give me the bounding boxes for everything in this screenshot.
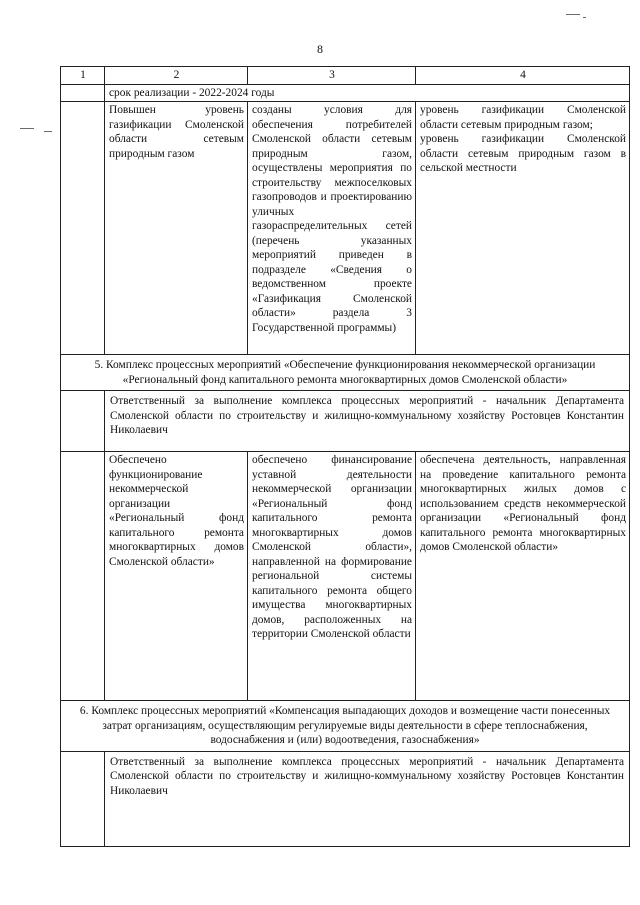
term-text: срок реализации - 2022-2024 годы xyxy=(105,84,630,102)
section6-responsible-row xyxy=(61,751,630,846)
section5-indicator: обеспечена деятельность, направленная на проведение капитального ремонта многоквартирных жилых домов с использованием средств некоммерческой организации «Региональный фонд капитального ремонта многоквартирных домов Смоленской области» xyxy=(416,452,630,701)
column-number-3: 3 xyxy=(248,67,416,85)
page-number: 8 xyxy=(317,42,323,56)
section6-title: 6. Комплекс процессных мероприятий «Компенсация выпадающих доходов и возмещение части понесенных затрат организациям, осуществляющим регулируемые виды деятельности в сфере теплоснабжения, водоснабжения и (или) водоотведения, газоснабжения» xyxy=(61,701,630,752)
gas-effect: созданы условия для обеспечения потребителей Смоленской области сетевым природным газом, осуществлены мероприятия по строительству межпоселковых газопроводов и проектированию уличных газораспределительных сетей (перечень указанных мероприятий приведен в подразделе «Сведения о ведомственном проекте «Газификация Смоленской области» раздела 3 Государственной программы) xyxy=(248,102,416,355)
gas-row xyxy=(61,102,630,355)
empty-cell xyxy=(61,452,105,701)
scan-mark-left-2 xyxy=(44,131,52,132)
column-number-1: 1 xyxy=(61,67,105,85)
section5-row xyxy=(61,452,630,701)
section6-responsible: Ответственный за выполнение комплекса процессных мероприятий - начальник Департамента Смоленской области по строительству и жилищно-коммунальному хозяйству Ростовцев Константин Николаевич xyxy=(105,751,630,846)
gas-task: Повышен уровень газификации Смоленской области сетевым природным газом xyxy=(105,102,248,355)
gas-indicator-1: уровень газификации Смоленской области сетевым природным газом; xyxy=(420,104,626,131)
term-row xyxy=(61,84,630,102)
scan-mark-top-dot xyxy=(583,17,586,18)
column-number-row xyxy=(61,67,630,85)
section5-responsible-row xyxy=(61,391,630,452)
section5-task: Обеспечено функционирование некоммерческой организации «Региональный фонд капитального ремонта многоквартирных домов Смоленской области» xyxy=(105,452,248,701)
gas-indicator-2: уровень газификации Смоленской области сетевым природным газом в сельской местности xyxy=(420,133,626,174)
gas-indicators xyxy=(416,102,630,355)
section6-header-row xyxy=(61,701,630,752)
section5-header-row xyxy=(61,355,630,391)
document-table xyxy=(60,66,630,847)
empty-cell xyxy=(61,391,105,452)
section5-title: 5. Комплекс процессных мероприятий «Обеспечение функционирования некоммерческой организации «Региональный фонд капитального ремонта многоквартирных домов Смоленской области» xyxy=(61,355,630,391)
section5-responsible: Ответственный за выполнение комплекса процессных мероприятий - начальник Департамента Смоленской области по строительству и жилищно-коммунальному хозяйству Ростовцев Константин Николаевич xyxy=(105,391,630,452)
section5-effect: обеспечено финансирование уставной деятельности некоммерческой организации «Региональный фонд капитального ремонта многоквартирных домов Смоленской области», направленной на формирование региональной системы капитального ремонта общего имущества многоквартирных домов, расположенных на территории Смоленской области xyxy=(248,452,416,701)
scan-mark-top xyxy=(566,14,580,15)
empty-cell xyxy=(61,102,105,355)
column-number-2: 2 xyxy=(105,67,248,85)
empty-cell xyxy=(61,751,105,846)
empty-cell xyxy=(61,84,105,102)
scan-mark-left xyxy=(20,128,34,129)
column-number-4: 4 xyxy=(416,67,630,85)
